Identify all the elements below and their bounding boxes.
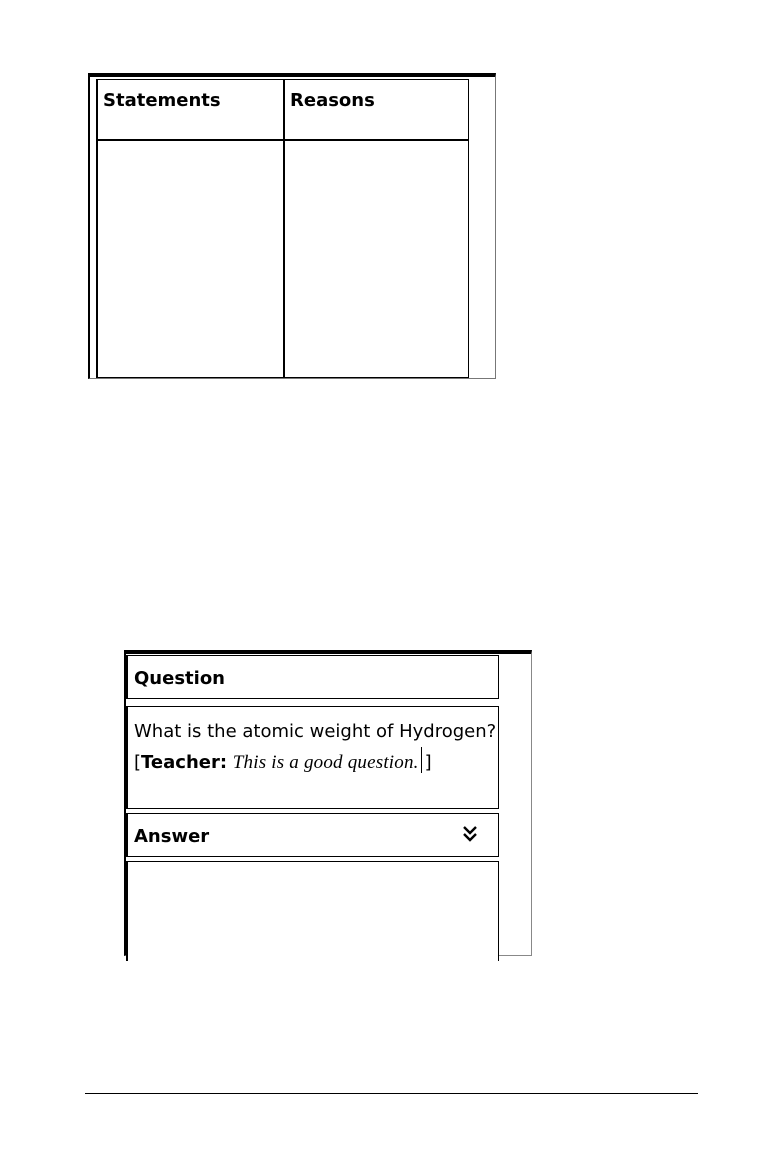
teacher-comment: This is a good question. (232, 752, 419, 773)
teacher-open-bracket: [ (134, 752, 142, 773)
teacher-label: Teacher: (141, 752, 228, 773)
reasons-column-header: Reasons (290, 90, 375, 111)
teacher-close-bracket: ] (424, 752, 432, 773)
question-text-area[interactable] (126, 706, 499, 809)
question-label: Question (134, 668, 225, 689)
answer-label: Answer (134, 826, 210, 847)
answer-text-area[interactable] (126, 861, 499, 961)
scrollbar-stub (499, 955, 511, 956)
proof-table (96, 79, 469, 378)
statements-column-header: Statements (103, 90, 221, 111)
question-text: What is the atomic weight of Hydrogen? (134, 721, 497, 742)
question-header (126, 655, 499, 699)
proof-table-widget (88, 73, 496, 379)
text-cursor (421, 747, 422, 773)
statements-cell[interactable] (98, 141, 283, 377)
teacher-comment-line (134, 747, 496, 778)
question-content (134, 717, 496, 778)
footer-rule (85, 1093, 698, 1094)
double-chevron-down-icon[interactable] (462, 824, 478, 844)
answer-header (126, 813, 499, 857)
reasons-cell[interactable] (285, 141, 468, 377)
question-answer-widget (124, 650, 532, 956)
